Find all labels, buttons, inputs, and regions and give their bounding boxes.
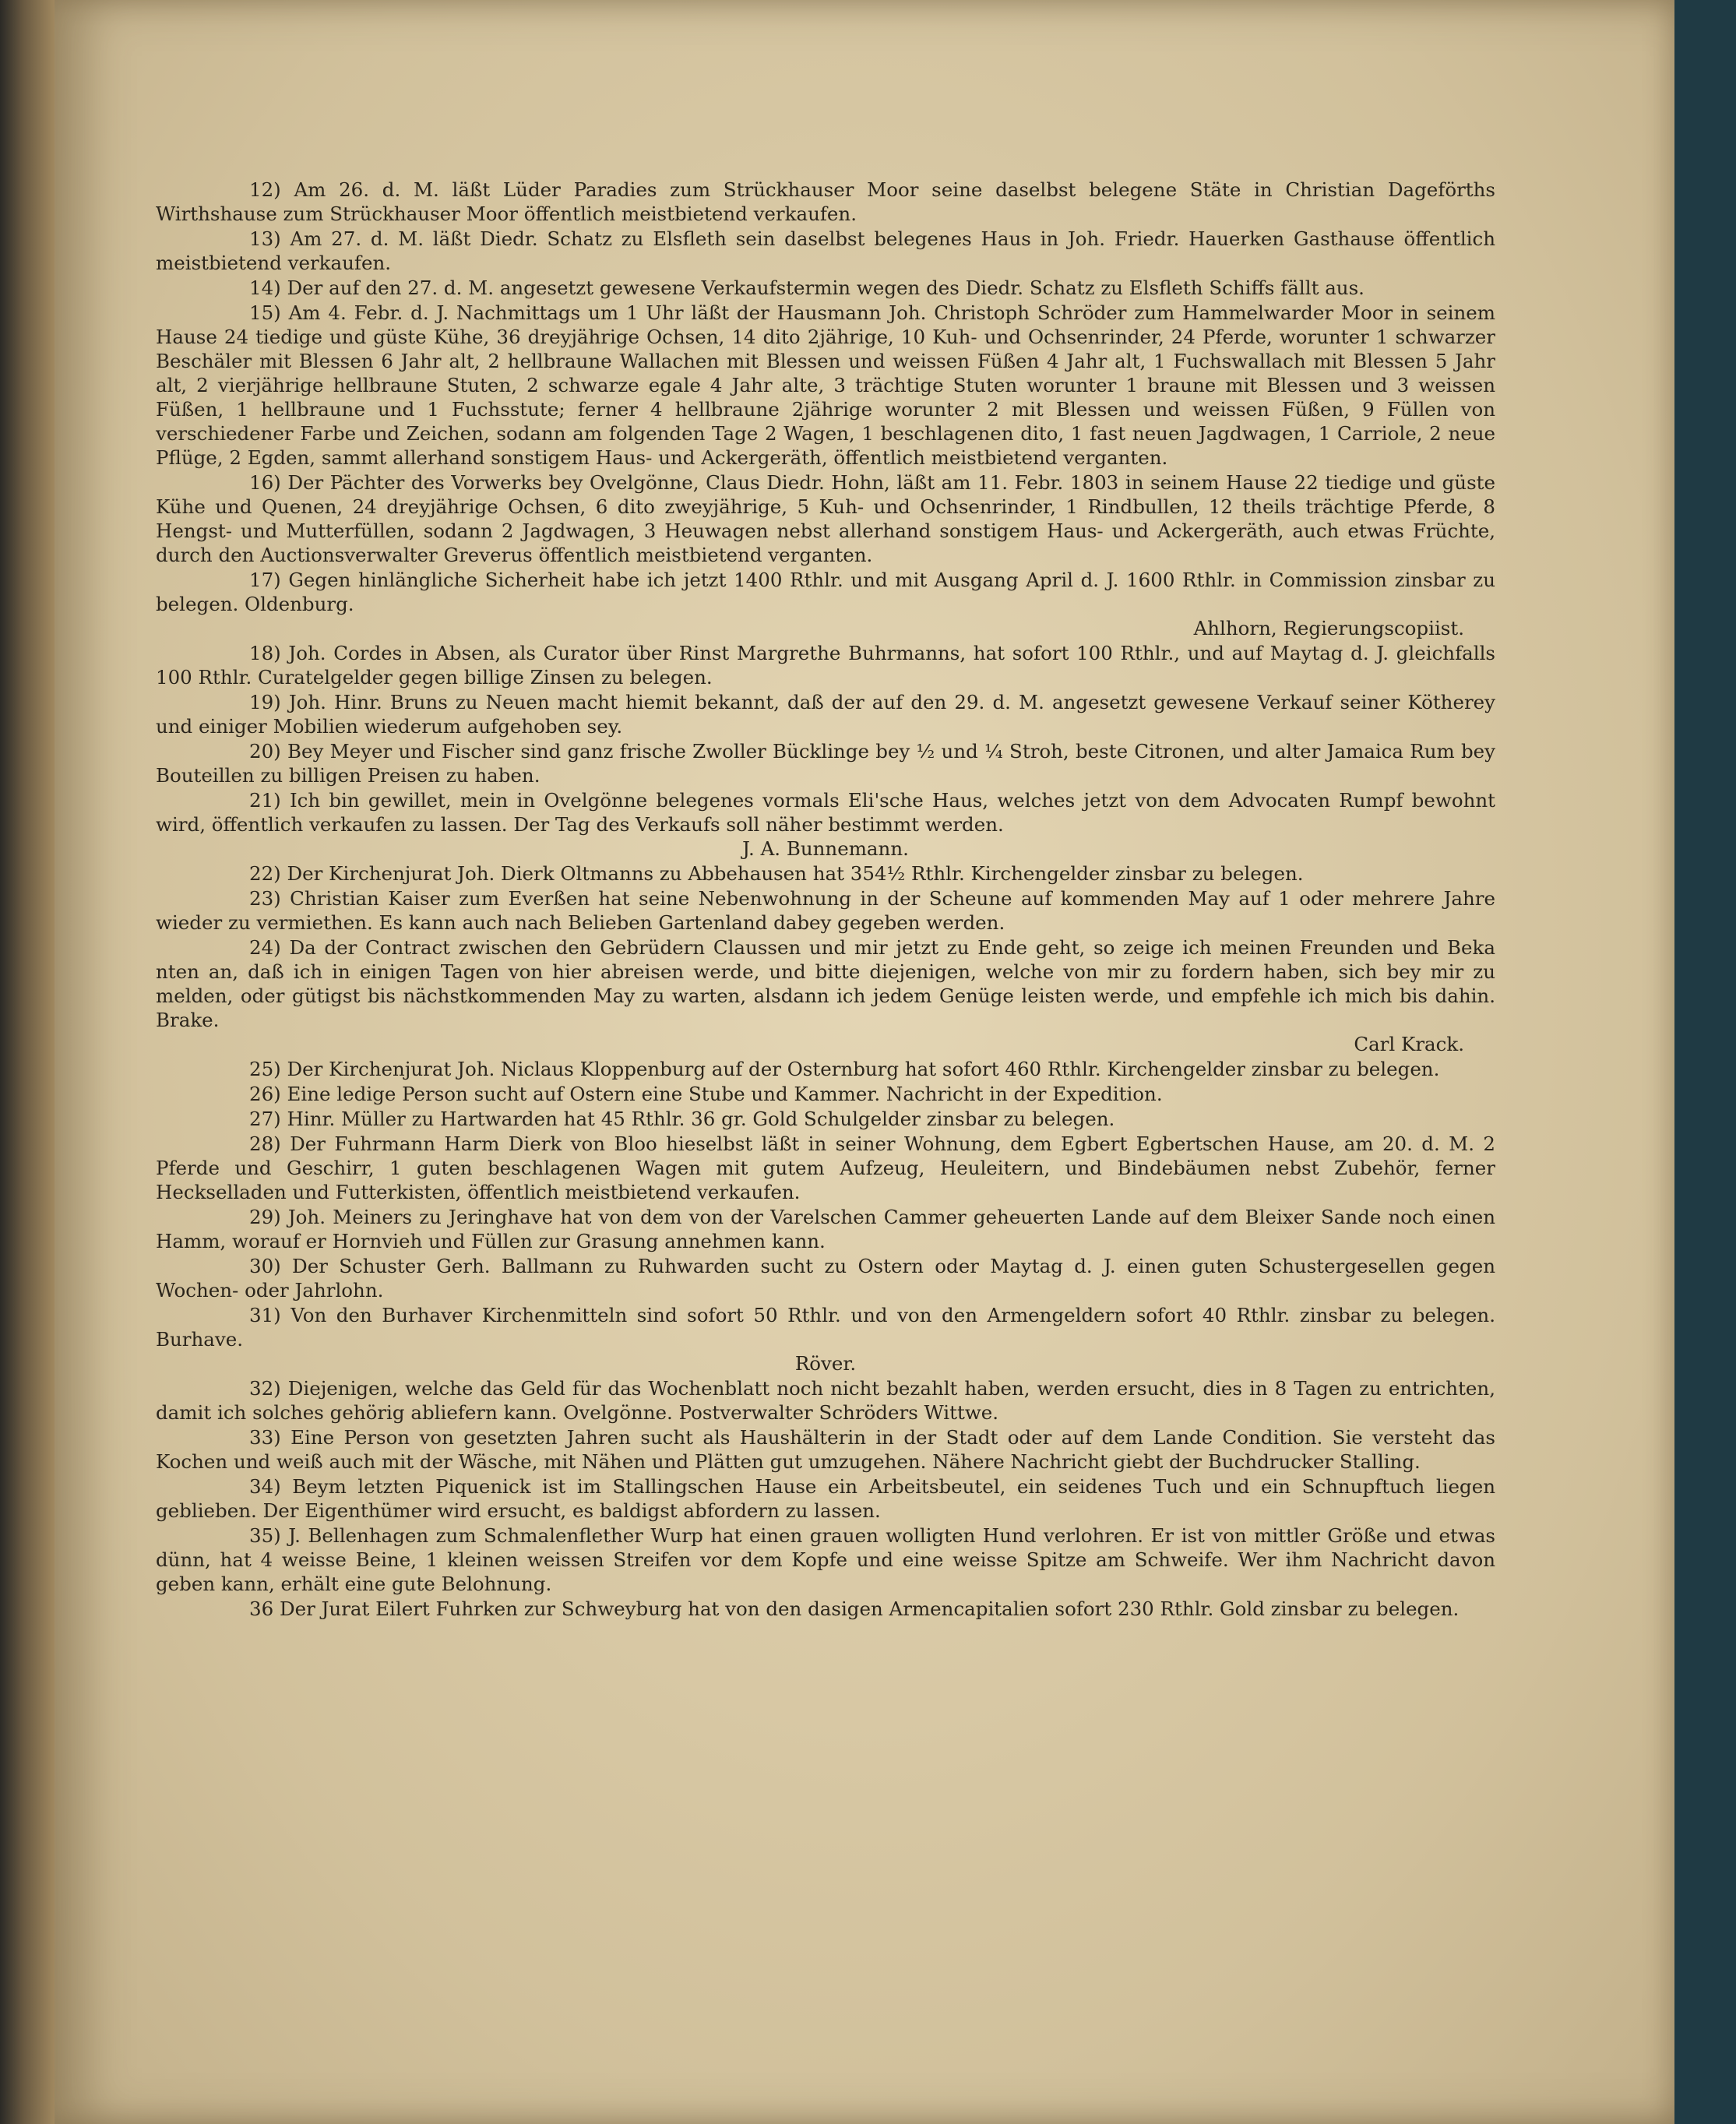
announcement-27: 27) Hinr. Müller zu Hartwarden hat 45 Rthlr. 36 gr. Gold Schulgelder zinsbar zu belegen. [249,1108,1115,1130]
signature-bunnemann: J. A. Bunnemann. [742,837,909,860]
announcement-29: 29) Joh. Meiners zu Jeringhave hat von dem von der Varelschen Cammer geheuerten Lande auf dem Bleixer Sande noch einen Hamm, worauf er Hornvieh und Füllen zur Grasung annehmen kann. [156,1206,1495,1252]
announcement-26: 26) Eine ledige Person sucht auf Ostern eine Stube und Kammer. Nachricht in der Expedition. [249,1083,1163,1105]
announcement-15: 15) Am 4. Febr. d. J. Nachmittags um 1 Uhr läßt der Hausmann Joh. Christoph Schröder zum Hammelwarder Moor in seinem Hause 24 tiedige und güste Kühe, 36 dreyjährige Ochsen, 14 dito 2jährige, 10 Kuh- und Ochsenrinder, 24 Pferde, worunter 1 schwarzer Beschäler mit Blessen 6 Jahr alt, 2 hellbraune Wallachen mit Blessen und weissen Füßen 4 Jahr alt, 1 Fuchswallach mit Blessen 5 Jahr alt, 2 vierjährige hellbraune Stuten, 2 schwarze egale 4 Jahr alte, 3 trächtige Stuten worunter 1 braune mit Blessen und 3 weissen Füßen, 1 hellbraune und 1 Fuchsstute; ferner 4 hellbraune 2jährige worunter 2 mit Blessen und weissen Füßen, 9 Füllen von verschiedener Farbe und Zeichen, sodann am folgenden Tage 2 Wagen, 1 beschlagenen dito, 1 fast neuen Jagdwagen, 1 Carriole, 2 neue Pflüge, 2 Egden, sammt allerhand sonstigem Haus- und Ackergeräth, öffentlich meistbietend verganten. [156,301,1495,469]
signature-krack: Carl Krack. [1354,1033,1464,1055]
announcement-35: 35) J. Bellenhagen zum Schmalenflether Wurp hat einen grauen wolligten Hund verlohren. Er ist von mittler Größe und etwas dünn, hat 4 weisse Beine, 1 kleinen weissen Streifen vor dem Kopfe und eine weisse Spitze am Schweife. Wer ihm Nachricht davon geben kann, erhält eine gute Belohnung. [156,1524,1495,1595]
announcement-32: 32) Diejenigen, welche das Geld für das Wochenblatt noch nicht bezahlt haben, werden ersucht, dies in 8 Tagen zu entrichten, damit ich solches gehörig abliefern kann. Ovelgönne. Postverwalter Schröders Wittwe. [156,1377,1495,1424]
book-spine-shadow [0,0,55,2124]
announcements-column [156,178,1495,1622]
announcement-19: 19) Joh. Hinr. Bruns zu Neuen macht hiemit bekannt, daß der auf den 29. d. M. angesetzt gewesene Verkauf seiner Kötherey und einiger Mobilien wiederum aufgehoben sey. [156,691,1495,738]
announcement-13: 13) Am 27. d. M. läßt Diedr. Schatz zu Elsfleth sein daselbst belegenes Haus in Joh. Friedr. Hauerken Gasthause öffentlich meistbietend verkaufen. [156,227,1495,274]
announcement-30: 30) Der Schuster Gerh. Ballmann zu Ruhwarden sucht zu Ostern oder Maytag d. J. einen guten Schustergesellen gegen Wochen- oder Jahrlohn. [156,1255,1495,1302]
signature-ahlhorn: Ahlhorn, Regierungscopiist. [1193,617,1464,639]
announcement-34: 34) Beym letzten Piquenick ist im Stallingschen Hause ein Arbeitsbeutel, ein seidenes Tuch und ein Schnupftuch liegen geblieben. Der Eigenthümer wird ersucht, es baldigst abfordern zu lassen. [156,1475,1495,1522]
announcement-28: 28) Der Fuhrmann Harm Dierk von Bloo hieselbst läßt in seiner Wohnung, dem Egbert Egbertschen Hause, am 20. d. M. 2 Pferde und Geschirr, 1 guten beschlagenen Wagen mit gutem Aufzeug, Heuleitern, und Bindebäumen nebst Zubehör, ferner Heckselladen und Futterkisten, öffentlich meistbietend verkaufen. [156,1132,1495,1203]
announcement-12: 12) Am 26. d. M. läßt Lüder Paradies zum Strückhauser Moor seine daselbst belegene Stäte in Christian Dageförths Wirthshause zum Strückhauser Moor öffentlich meistbietend verkaufen. [156,178,1495,225]
announcement-18: 18) Joh. Cordes in Absen, als Curator über Rinst Margrethe Buhrmanns, hat sofort 100 Rthlr., und auf Maytag d. J. gleichfalls 100 Rthlr. Curatelgelder gegen billige Zinsen zu belegen. [156,642,1495,689]
newspaper-page [55,0,1674,2124]
announcement-25: 25) Der Kirchenjurat Joh. Niclaus Kloppenburg auf der Osternburg hat sofort 460 Rthlr. Kirchengelder zinsbar zu belegen. [249,1058,1440,1080]
announcement-24: 24) Da der Contract zwischen den Gebrüdern Claussen und mir jetzt zu Ende geht, so zeige ich meinen Freunden und Beka nten an, daß ich in einigen Tagen von hier abreisen werde, und bitte diejenigen, welche von mir zu fordern haben, sich bey mir zu melden, oder gütigst bis nächstkommenden May zu warten, alsdann ich jedem Genüge leisten werde, und empfehle ich mich bis dahin. Brake. Carl Krack. [156,936,1495,1055]
announcement-31: 31) Von den Burhaver Kirchenmitteln sind sofort 50 Rthlr. und von den Armengeldern sofort 40 Rthlr. zinsbar zu belegen. Burhave. Röver. [156,1304,1495,1375]
announcement-36: 36 Der Jurat Eilert Fuhrken zur Schweyburg hat von den dasigen Armencapitalien sofort 230 Rthlr. Gold zinsbar zu belegen. [249,1597,1460,1620]
announcement-22: 22) Der Kirchenjurat Joh. Dierk Oltmanns zu Abbehausen hat 354½ Rthlr. Kirchengelder zinsbar zu belegen. [249,862,1304,885]
signature-roever: Röver. [794,1352,857,1375]
announcement-33: 33) Eine Person von gesetzten Jahren sucht als Haushälterin in der Stadt oder auf dem Lande Condition. Sie versteht das Kochen und weiß auch mit der Wäsche, mit Nähen und Plätten gut umzugehen. Nähere Nachricht giebt der Buchdrucker Stalling. [156,1426,1495,1473]
announcement-23: 23) Christian Kaiser zum Everßen hat seine Nebenwohnung in der Scheune auf kommenden May auf 1 oder mehrere Jahre wieder zu vermiethen. Es kann auch nach Belieben Gartenland dabey gegeben werden. [156,887,1495,934]
announcement-14: 14) Der auf den 27. d. M. angesetzt gewesene Verkaufstermin wegen des Diedr. Schatz zu Elsfleth Schiffs fällt aus. [249,277,1365,299]
announcement-16: 16) Der Pächter des Vorwerks bey Ovelgönne, Claus Diedr. Hohn, läßt am 11. Febr. 1803 in seinem Hause 22 tiedige und güste Kühe und Quenen, 24 dreyjährige Ochsen, 6 dito zweyjährige, 5 Kuh- und Ochsenrinder, 1 Rindbullen, 12 theils trächtige Pferde, 8 Hengst- und Mutterfüllen, sodann 2 Jagdwagen, 3 Heuwagen nebst allerhand sonstigem Haus- und Ackergeräth, auch etwas Früchte, durch den Auctionsverwalter Greverus öffentlich meistbietend verganten. [156,471,1495,566]
announcement-17: 17) Gegen hinlängliche Sicherheit habe ich jetzt 1400 Rthlr. und mit Ausgang April d. J. 1600 Rthlr. in Commission zinsbar zu belegen. Oldenburg. Ahlhorn, Regierungscopiist. [156,569,1495,639]
announcement-21: 21) Ich bin gewillet, mein in Ovelgönne belegenes vormals Eli'sche Haus, welches jetzt von dem Advocaten Rumpf bewohnt wird, öffentlich verkaufen zu lassen. Der Tag des Verkaufs soll näher bestimmt werden. J. A. Bunnemann. [156,789,1495,860]
announcement-20: 20) Bey Meyer und Fischer sind ganz frische Zwoller Bücklinge bey ½ und ¼ Stroh, beste Citronen, und alter Jamaica Rum bey Bouteillen zu billigen Preisen zu haben. [156,740,1495,787]
